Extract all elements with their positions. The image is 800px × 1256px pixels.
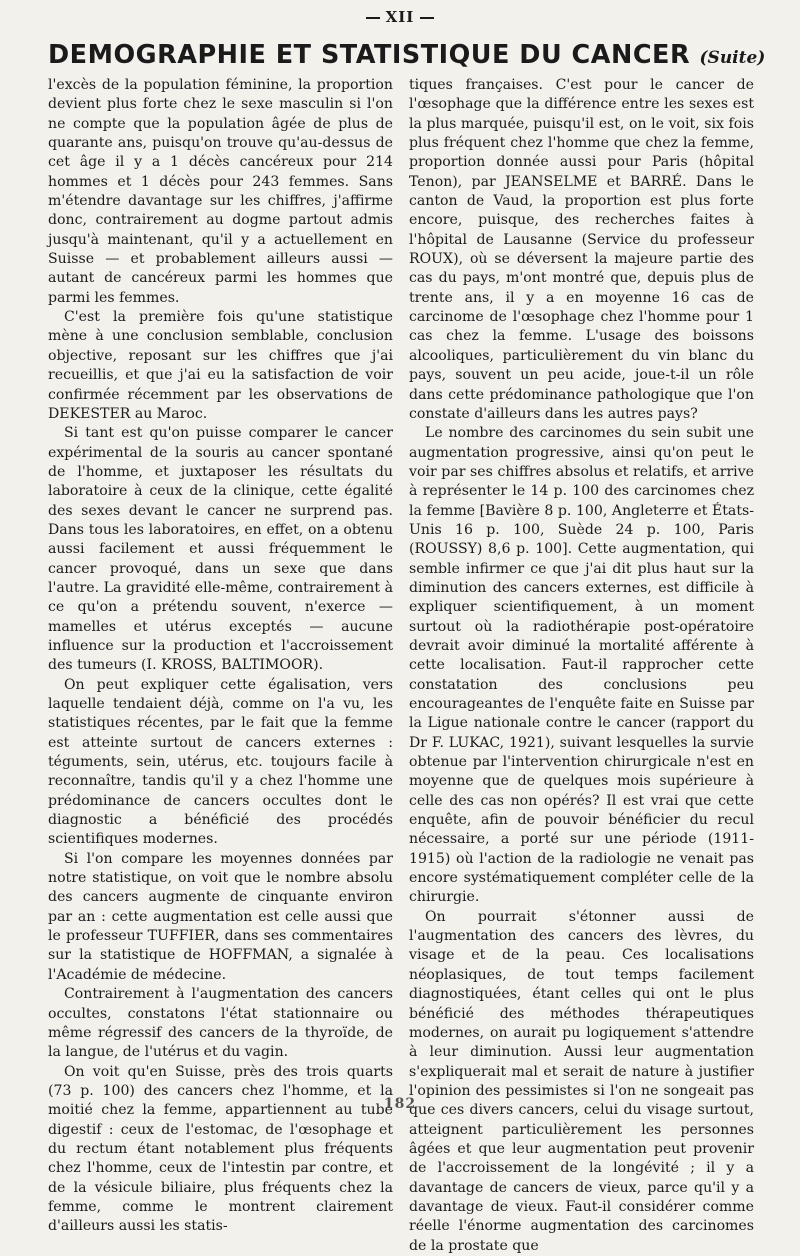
folio-dash-left [366, 17, 380, 19]
page-number-text: 182 [383, 1096, 417, 1112]
paragraph: On voit qu'en Suisse, près des trois quarts (73 p. 100) des cancers chez l'homme, et la moitié chez la femme, appartiennent au tube digestif : ceux de l'estomac, de l'œsophage et du rectum étant notablement plus fréquents chez l'homme, ceux de l'intestin par contre, et de la vésicule biliaire, plus fréquents chez la femme, comme le montrent clairement d'ailleurs aussi les statis- [48, 1063, 393, 1235]
title-text: DEMOGRAPHIE ET STATISTIQUE DU CANCER [48, 40, 691, 70]
paragraph: On peut expliquer cette égalisation, vers laquelle tendaient déjà, comme on l'a vu, les statistiques récentes, par le fait que la femme est atteinte surtout de cancers externes : téguments, sein, utérus, etc. toujours facile à reconnaître, tandis qu'il y a chez l'homme une prédominance de cancers occultes dont le diagnostic a bénéficié des procédés scientifiques modernes. [48, 676, 393, 848]
right-column [409, 76, 754, 1254]
paragraph: l'excès de la population féminine, la proportion devient plus forte chez le sexe masculin si l'on ne compte que la population âgée de plus de quarante ans, puisqu'on trouve qu'au-dessus de cet âge il y a 1 décès cancéreux pour 214 hommes et 1 décès pour 243 femmes. Sans m'étendre davantage sur les chiffres, j'affirme donc, contrairement au dogme partout admis jusqu'à maintenant, qu'il y a actuellement en Suisse — et probablement ailleurs aussi — autant de cancéreux parmi les hommes que parmi les femmes. [48, 77, 393, 306]
paragraph: Si tant est qu'on puisse comparer le cancer expérimental de la souris au cancer spontané de l'homme, et juxtaposer les résultats du laboratoire à ceux de la clinique, cette égalité des sexes devant le cancer ne surprend pas. Dans tous les laboratoires, en effet, on a obtenu aussi facilement et aussi fréquemment le cancer provoqué, dans un sexe que dans l'autre. La gravidité elle-même, contrairement à ce qu'on a prétendu souvent, n'exerce — mamelles et utérus exceptés — aucune influence sur la production et l'accroissement des tumeurs (I. KROSS, BALTIMOOR). [48, 425, 393, 674]
page-number [0, 1096, 800, 1112]
page-title [48, 40, 766, 78]
paragraph: C'est la première fois qu'une statistique mène à une conclusion semblable, conclusion objective, reposant sur les chiffres que j'ai recueillis, et que j'ai eu la satisfaction de voir confirmée récemment par les observations de DEKESTER au Maroc. [48, 309, 393, 422]
folio-dash-right [420, 17, 434, 19]
left-column [48, 76, 393, 1235]
page-roman-numeral [0, 8, 800, 26]
paragraph: tiques françaises. C'est pour le cancer de l'œsophage que la différence entre les sexes est la plus marquée, puisqu'il est, on le voit, six fois plus fréquent chez l'homme que chez la femme, proportion donnée aussi pour Paris (hôpital Tenon), par JEANSELME et BARRÉ. Dans le canton de Vaud, la proportion est plus forte encore, puisque, des recherches faites à l'hôpital de Lausanne (Service du professeur ROUX), où se déversent la majeure partie des cas du pays, m'ont montré que, depuis plus de trente ans, il y a en moyenne 16 cas de carcinome de l'œsophage chez l'homme pour 1 cas chez la femme. L'usage des boissons alcooliques, particulièrement du vin blanc du pays, souvent un peu acide, joue-t-il un rôle dans cette prédominance pathologique que l'on constate d'ailleurs dans les autres pays? [409, 77, 754, 422]
paragraph: Si l'on compare les moyennes données par notre statistique, on voit que le nombre absolu des cancers augmente de cinquante environ par an : cette augmentation est celle aussi que le professeur TUFFIER, dans ses commentaires sur la statistique de HOFFMAN, a signalée à l'Académie de médecine. [48, 850, 393, 983]
title-suite: (Suite) [699, 48, 766, 68]
paragraph: On pourrait s'étonner aussi de l'augmentation des cancers des lèvres, du visage et de la peau. Ces localisations néoplasiques, de tout temps facilement diagnostiquées, étant celles qui ont le plus bénéficié des méthodes thérapeutiques modernes, on aurait pu logiquement s'attendre à leur diminution. Aussi leur augmentation s'expliquerait mal et serait de nature à justifier l'opinion des pessimistes si l'on ne songeait pas que ces divers cancers, celui du visage surtout, atteignent particulièrement les personnes âgées et que leur augmentation peut provenir de l'accroissement de la longévité ; il y a davantage de cancers de vieux, parce qu'il y a davantage de vieux. Faut-il considérer comme réelle l'énorme augmentation des carcinomes de la prostate que [409, 908, 754, 1254]
folio-text: XII [385, 8, 415, 26]
paragraph: Le nombre des carcinomes du sein subit une augmentation progressive, ainsi qu'on peut le voir par ses chiffres absolus et relatifs, et arrive à représenter le 14 p. 100 des carcinomes chez la femme [Bavière 8 p. 100, Angleterre et États-Unis 16 p. 100, Suède 24 p. 100, Paris (ROUSSY) 8,6 p. 100]. Cette augmentation, qui semble infirmer ce que j'ai dit plus haut sur la diminution des cancers externes, est difficile à expliquer scientifiquement, à un moment surtout où la radiothérapie post-opératoire devrait avoir diminué la mortalité afférente à cette localisation. Faut-il rapprocher cette constatation des conclusions peu encourageantes de l'enquête faite en Suisse par la Ligue nationale contre le cancer (rapport du Dr F. LUKAC, 1921), suivant lesquelles la survie obtenue par l'intervention chirurgicale n'est en moyenne que de quelques mois supérieure à celle des cas non opérés? Il est vrai que cette enquête, afin de pouvoir bénéficier du recul nécessaire, a porté sur une période (1911-1915) où l'action de la radiologie ne venait pas encore systématiquement compléter celle de la chirurgie. [409, 425, 754, 906]
paragraph: Contrairement à l'augmentation des cancers occultes, constatons l'état stationnaire ou même régressif des cancers de la thyroïde, de la langue, de l'utérus et du vagin. [48, 986, 393, 1061]
